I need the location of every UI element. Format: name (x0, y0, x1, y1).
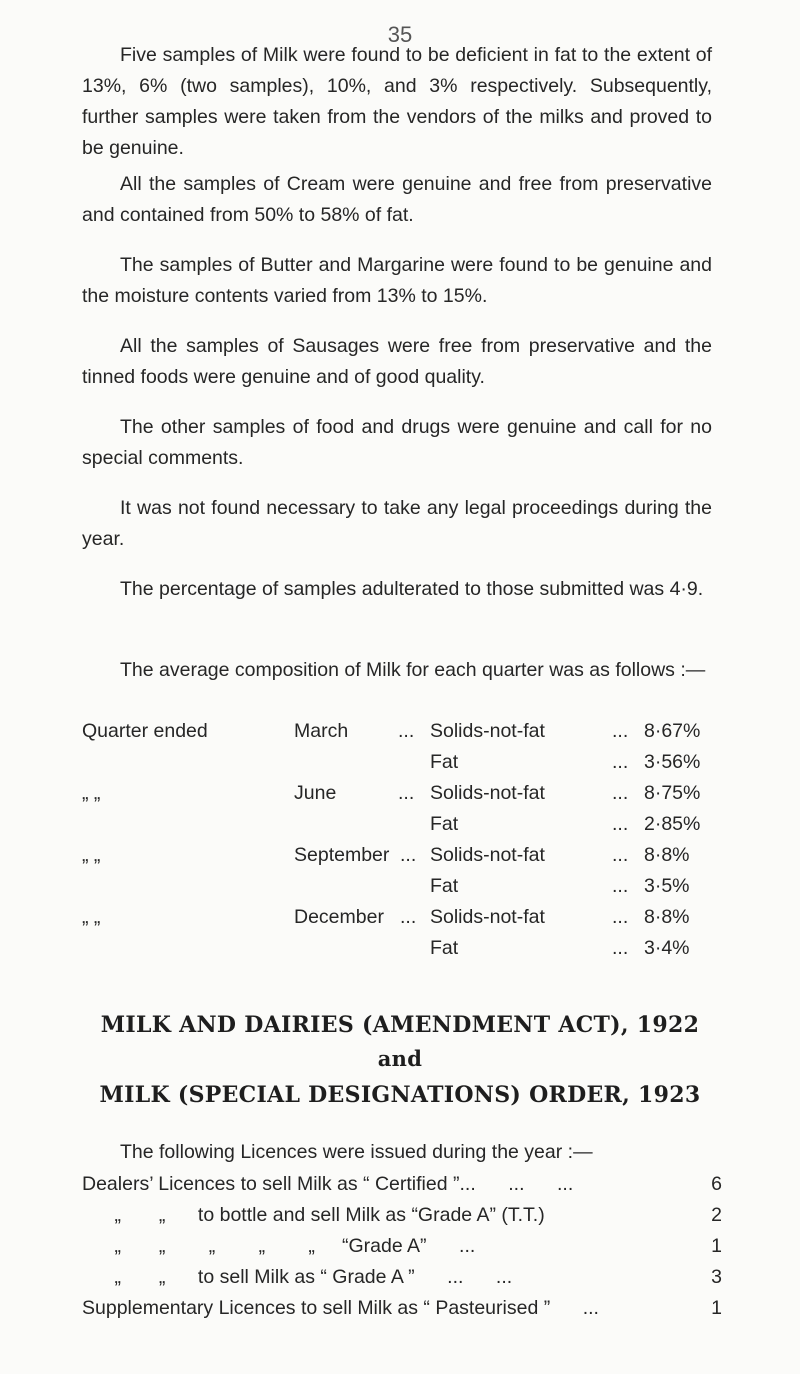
licence-description: „ „ „ „ „ “Grade A” ... (82, 1235, 476, 1257)
component-value: 3·56% (644, 751, 701, 773)
component-type: Fat (430, 937, 459, 959)
leader-dots: ... (612, 720, 629, 742)
licence-description: Supplementary Licences to sell Milk as “ Pasteurised ” ... (82, 1297, 599, 1319)
leader-dots: ... (400, 906, 417, 928)
composition-row (82, 840, 722, 871)
leader-dots: ... (400, 844, 417, 866)
quarter-label: Quarter ended (82, 720, 208, 742)
paragraph-cream: All the samples of Cream were genuine and free from preservative and contained from 50% to 58% of fat. (82, 173, 712, 226)
composition-row (82, 933, 722, 964)
page-number: 35 (387, 22, 413, 47)
licence-count: 6 (711, 1173, 722, 1195)
section-heading-special-designations: MILK (SPECIAL DESIGNATIONS) ORDER, 1923 (99, 1082, 701, 1108)
leader-dots: ... (398, 782, 415, 804)
leader-dots: ... (612, 906, 629, 928)
quarter-label: „ „ (82, 782, 101, 804)
component-type: Fat (430, 751, 459, 773)
leader-dots: ... (612, 751, 629, 773)
licences-intro: The following Licences were issued during the year :— (120, 1141, 593, 1163)
paragraph-milk-deficient: Five samples of Milk were found to be deficient in fat to the extent of 13%, 6% (two samples), 10%, and 3% respectively. Subsequently, further samples were taken from the vendors of the milks and proved to be genuine. (82, 44, 712, 159)
component-value: 8·67% (644, 720, 701, 742)
component-value: 8·8% (644, 906, 690, 928)
licence-description: „ „ to sell Milk as “ Grade A ” ... ... (82, 1266, 513, 1288)
leader-dots: ... (612, 782, 629, 804)
component-value: 2·85% (644, 813, 701, 835)
licence-count: 1 (711, 1297, 722, 1319)
month: December (294, 906, 384, 928)
licence-description: Dealers’ Licences to sell Milk as “ Certified ”... ... ... (82, 1173, 574, 1195)
composition-row (82, 871, 722, 902)
section-heading-and: and (377, 1046, 423, 1071)
component-type: Solids-not-fat (430, 720, 545, 742)
component-type: Solids-not-fat (430, 844, 545, 866)
paragraph-legal-proceedings: It was not found necessary to take any legal proceedings during the year. (82, 497, 712, 550)
component-type: Fat (430, 813, 459, 835)
licence-count: 2 (711, 1204, 722, 1226)
component-value: 3·4% (644, 937, 690, 959)
licence-row (82, 1173, 722, 1204)
component-type: Solids-not-fat (430, 782, 545, 804)
composition-row (82, 902, 722, 933)
section-heading-milk-dairies: MILK AND DAIRIES (AMENDMENT ACT), 1922 (100, 1012, 700, 1038)
leader-dots: ... (612, 937, 629, 959)
licence-row (82, 1297, 722, 1328)
licence-description: „ „ to bottle and sell Milk as “Grade A” (T.T.) (82, 1204, 545, 1226)
component-type: Solids-not-fat (430, 906, 545, 928)
licence-row (82, 1235, 722, 1266)
component-value: 8·8% (644, 844, 690, 866)
paragraph-other-samples: The other samples of food and drugs were genuine and call for no special comments. (82, 416, 712, 469)
licence-count: 1 (711, 1235, 722, 1257)
licence-row (82, 1266, 722, 1297)
leader-dots: ... (612, 875, 629, 897)
composition-row (82, 778, 722, 809)
composition-row (82, 716, 722, 747)
composition-row (82, 747, 722, 778)
month: March (294, 720, 349, 742)
licence-count: 3 (711, 1266, 722, 1288)
month: June (294, 782, 337, 804)
licence-row (82, 1204, 722, 1235)
component-type: Fat (430, 875, 459, 897)
quarter-label: „ „ (82, 844, 101, 866)
composition-row (82, 809, 722, 840)
paragraph-butter: The samples of Butter and Margarine were found to be genuine and the moisture contents varied from 13% to 15%. (82, 254, 712, 307)
leader-dots: ... (612, 813, 629, 835)
leader-dots: ... (398, 720, 415, 742)
component-value: 3·5% (644, 875, 690, 897)
leader-dots: ... (612, 844, 629, 866)
month: September (294, 844, 390, 866)
paragraph-percentage: The percentage of samples adulterated to those submitted was 4·9. (120, 578, 704, 600)
paragraph-average-composition: The average composition of Milk for each quarter was as follows :— (120, 659, 706, 681)
quarter-label: „ „ (82, 906, 101, 928)
component-value: 8·75% (644, 782, 701, 804)
paragraph-sausages: All the samples of Sausages were free from preservative and the tinned foods were genuine and of good quality. (82, 335, 712, 388)
